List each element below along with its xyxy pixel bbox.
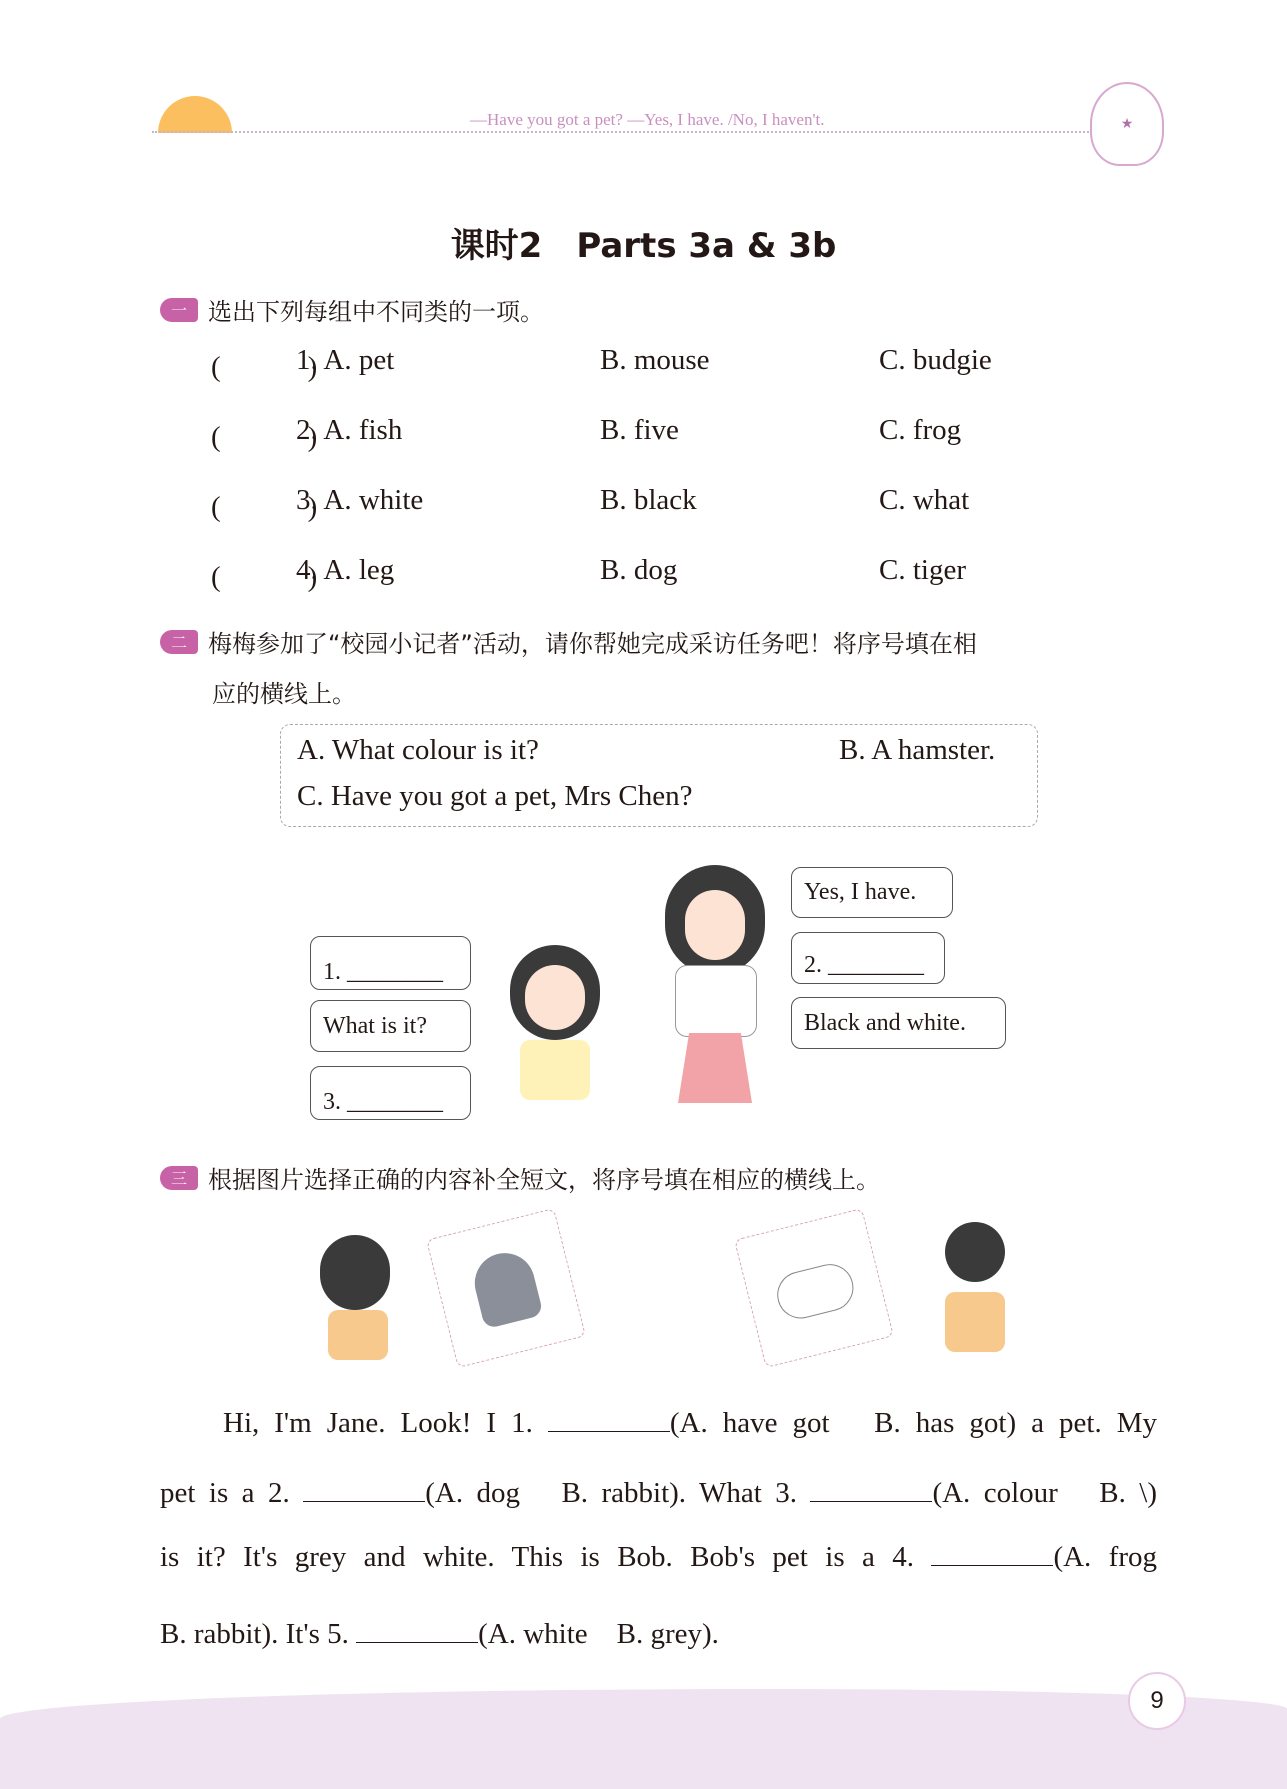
option-b: B. five (600, 414, 679, 446)
option-b: B. A hamster. (839, 734, 996, 766)
section-heading-text: 根据图片选择正确的内容补全短文，将序号填在相应的横线上。 (208, 1166, 880, 1194)
option-c: C. Have you got a pet, Mrs Chen? (297, 780, 693, 812)
answer-blank[interactable]: ( ) (211, 351, 318, 383)
option-c: C. budgie (879, 344, 992, 376)
section1-heading (160, 292, 544, 327)
section2-heading (160, 624, 977, 659)
option-a: 1. A. pet (296, 344, 395, 376)
option-b: B. black (600, 484, 697, 516)
header-divider (152, 131, 1092, 133)
section-heading-text: 梅梅参加了“校园小记者”活动，请你帮她完成采访任务吧！将序号填在相 (208, 630, 977, 658)
passage-blank-3[interactable] (810, 1479, 932, 1502)
option-c: C. what (879, 484, 970, 516)
passage-text: (A. frog (1053, 1541, 1158, 1573)
answer-blank[interactable]: ( ) (211, 421, 318, 453)
option-c: C. tiger (879, 554, 966, 586)
rabbit-photo-card (734, 1208, 894, 1368)
cat-photo-card (426, 1208, 586, 1368)
section-badge: 一 (160, 298, 198, 322)
sun-decoration (158, 96, 232, 133)
passage-blank-5[interactable] (356, 1620, 478, 1643)
cat-icon (468, 1247, 543, 1329)
bob-illustration (905, 1222, 1005, 1357)
option-b: B. dog (600, 554, 678, 586)
option-a: 3. A. white (296, 484, 424, 516)
jane-illustration (312, 1235, 407, 1360)
section-badge: 三 (160, 1166, 198, 1190)
header-text: —Have you got a pet? —Yes, I have. /No, I haven't. (470, 110, 825, 129)
speech-bubble-3[interactable]: 3. ________ (310, 1066, 471, 1120)
answer-blank[interactable]: ( ) (211, 561, 318, 593)
speech-bubble-1[interactable]: 1. ________ (310, 936, 471, 990)
speech-bubble-what: What is it? (310, 1000, 471, 1052)
option-a: 4. A. leg (296, 554, 395, 586)
passage-text: B. rabbit). It's 5. (160, 1618, 349, 1650)
answer-blank[interactable]: ( ) (211, 491, 318, 523)
passage-text: (A. white B. grey). (478, 1618, 719, 1650)
girl-reporter-illustration (500, 945, 620, 1105)
option-a: A. What colour is it? (297, 734, 539, 766)
option-b: B. mouse (600, 344, 710, 376)
speech-bubble-yes: Yes, I have. (791, 867, 953, 918)
passage-blank-2[interactable] (303, 1479, 425, 1502)
passage-text: Hi, I'm Jane. Look! I 1. (223, 1407, 533, 1439)
section3-heading (160, 1160, 880, 1195)
passage-text: (A. colour B. \) (932, 1477, 1158, 1509)
speech-bubble-black-white: Black and white. (791, 997, 1006, 1049)
passage-text: (A. have got B. has got) a pet. My (669, 1407, 1158, 1439)
speech-bubble-2[interactable]: 2. ________ (791, 932, 945, 984)
footer-wave (0, 1689, 1287, 1789)
option-a: 2. A. fish (296, 414, 403, 446)
section-badge: 二 (160, 630, 198, 654)
passage-blank-4[interactable] (931, 1543, 1053, 1566)
page-title: 课时2 Parts 3a & 3b (450, 226, 837, 266)
option-c: C. frog (879, 414, 962, 446)
section-heading-text: 选出下列每组中不同类的一项。 (208, 298, 544, 326)
rabbit-icon (772, 1259, 858, 1323)
page-number: 9 (1128, 1672, 1186, 1730)
brand-logo: ★ (1090, 82, 1164, 166)
passage-text: is it? It's grey and white. This is Bob. Bob's pet is a 4. (160, 1541, 915, 1573)
teacher-illustration (660, 865, 770, 1105)
passage-text: pet is a 2. (160, 1477, 290, 1509)
passage-text: (A. dog B. rabbit). What 3. (425, 1477, 797, 1509)
section-heading-text-line2: 应的横线上。 (212, 680, 356, 708)
passage-blank-1[interactable] (548, 1409, 670, 1432)
